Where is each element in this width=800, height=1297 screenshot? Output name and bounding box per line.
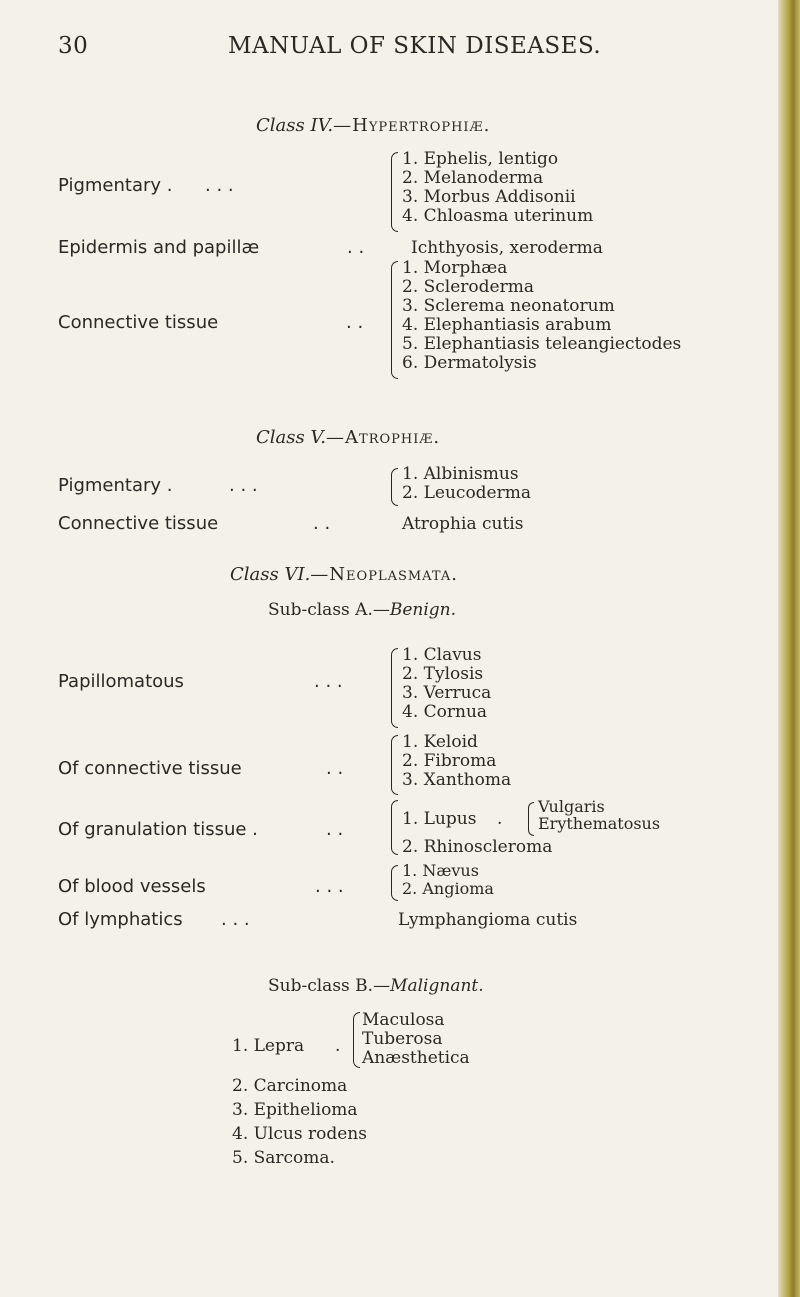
blood-vessels-dots: . . . <box>315 876 344 897</box>
iv-pigmentary-label: Pigmentary . <box>58 175 173 196</box>
class-vi-heading <box>230 564 458 585</box>
lymphatics-label: Of lymphatics <box>58 909 183 930</box>
running-title: MANUAL OF SKIN DISEASES. <box>228 33 602 59</box>
list-item: 1. Keloid <box>402 732 478 752</box>
blood-vessels-list <box>402 862 494 898</box>
vi-connective-label: Of connective tissue <box>58 758 242 779</box>
v-connective-item: Atrophia cutis <box>402 514 524 534</box>
list-item: Maculosa <box>362 1010 445 1030</box>
malignant-list <box>232 1074 367 1170</box>
iv-pigmentary-list <box>402 150 593 226</box>
class-v-label: Class V. <box>256 427 327 448</box>
class-iv-label: Class IV. <box>256 115 334 136</box>
iv-epidermis-dots: . . <box>347 237 365 258</box>
iv-connective-dots: . . <box>346 312 364 333</box>
rhinoscleroma: 2. Rhinoscleroma <box>402 837 553 857</box>
list-item: 4. Ulcus rodens <box>232 1124 367 1144</box>
v-connective-dots: . . <box>313 513 331 534</box>
brace <box>528 802 534 836</box>
list-item: 2. Tylosis <box>402 664 484 684</box>
list-item: 1. Albinismus <box>402 464 519 484</box>
lepra-types <box>362 1011 470 1068</box>
lupus-label: 1. Lupus <box>402 809 477 829</box>
list-item: 1. Nævus <box>402 861 479 880</box>
list-item: 1. Ephelis, lentigo <box>402 149 559 169</box>
v-pigmentary-label: Pigmentary . <box>58 475 173 496</box>
subclass-a-label: Sub-class A.— <box>268 600 390 620</box>
list-item: 2. Melanoderma <box>402 168 544 188</box>
brace <box>391 865 398 901</box>
lupus-types <box>538 798 660 832</box>
list-item: 3. Sclerema neonatorum <box>402 296 615 316</box>
vi-connective-dots: . . <box>326 758 344 779</box>
list-item: 2. Leucoderma <box>402 483 532 503</box>
class-vi-title: —Neoplasmata. <box>310 564 458 585</box>
subclass-a-title: Benign. <box>389 600 457 620</box>
brace <box>391 735 398 795</box>
brace <box>391 261 398 379</box>
list-item: 2. Scleroderma <box>402 277 534 297</box>
subclass-b-heading <box>268 976 484 996</box>
subclass-b-label: Sub-class B.— <box>268 976 391 996</box>
class-v-heading <box>256 427 440 448</box>
list-item: Vulgaris <box>538 797 605 816</box>
list-item: 3. Morbus Addisonii <box>402 187 576 207</box>
iv-pigmentary-dots: . . . <box>205 175 234 196</box>
list-item: 4. Cornua <box>402 702 488 722</box>
list-item: 1. Clavus <box>402 645 482 665</box>
list-item: 6. Dermatolysis <box>402 353 537 373</box>
lupus-dot: . <box>497 809 503 829</box>
lepra-dot: . <box>335 1036 341 1056</box>
list-item: Anæsthetica <box>362 1048 470 1068</box>
list-item: 3. Xanthoma <box>402 770 512 790</box>
papillomatous-dots: . . . <box>314 671 343 692</box>
list-item: 3. Epithelioma <box>232 1100 358 1120</box>
brace <box>391 800 398 855</box>
subclass-b-title: Malignant. <box>390 976 484 996</box>
iv-connective-label: Connective tissue <box>58 312 219 333</box>
list-item: 4. Chloasma uterinum <box>402 206 594 226</box>
lepra-label: 1. Lepra <box>232 1036 305 1056</box>
list-item: 4. Elephantiasis arabum <box>402 315 612 335</box>
list-item: 3. Verruca <box>402 683 492 703</box>
class-iv-heading <box>256 115 490 136</box>
brace <box>353 1012 360 1068</box>
list-item: Erythematosus <box>538 814 661 833</box>
book-edge <box>778 0 800 1297</box>
list-item: 2. Angioma <box>402 879 494 898</box>
list-item: 5. Elephantiasis teleangiectodes <box>402 334 682 354</box>
brace <box>391 468 398 506</box>
lymphatics-dots: . . . <box>221 909 250 930</box>
list-item: 5. Sarcoma. <box>232 1148 335 1168</box>
iv-epidermis-label: Epidermis and papillæ <box>58 237 260 258</box>
list-item: 2. Carcinoma <box>232 1076 348 1096</box>
list-item: 1. Morphæa <box>402 258 508 278</box>
subclass-a-heading <box>268 600 456 620</box>
brace <box>391 648 398 728</box>
lymphangioma: Lymphangioma cutis <box>398 910 578 930</box>
list-item: 2. Fibroma <box>402 751 497 771</box>
v-pigmentary-dots: . . . <box>229 475 258 496</box>
granulation-dots: . . <box>326 819 344 840</box>
vi-connective-list <box>402 733 511 790</box>
page-number: 30 <box>58 33 89 59</box>
papillomatous-list <box>402 646 491 722</box>
papillomatous-label: Papillomatous <box>58 671 184 692</box>
class-iv-title: —Hypertrophiæ. <box>333 115 491 136</box>
class-v-title: —Atrophiæ. <box>326 427 441 448</box>
brace <box>391 152 398 232</box>
blood-vessels-label: Of blood vessels <box>58 876 206 897</box>
granulation-label: Of granulation tissue . <box>58 819 258 840</box>
class-vi-label: Class VI. <box>230 564 311 585</box>
iv-connective-list <box>402 259 681 373</box>
iv-epidermis-item: Ichthyosis, xeroderma <box>411 238 603 258</box>
v-pigmentary-list <box>402 465 531 503</box>
v-connective-label: Connective tissue <box>58 513 219 534</box>
list-item: Tuberosa <box>362 1029 443 1049</box>
